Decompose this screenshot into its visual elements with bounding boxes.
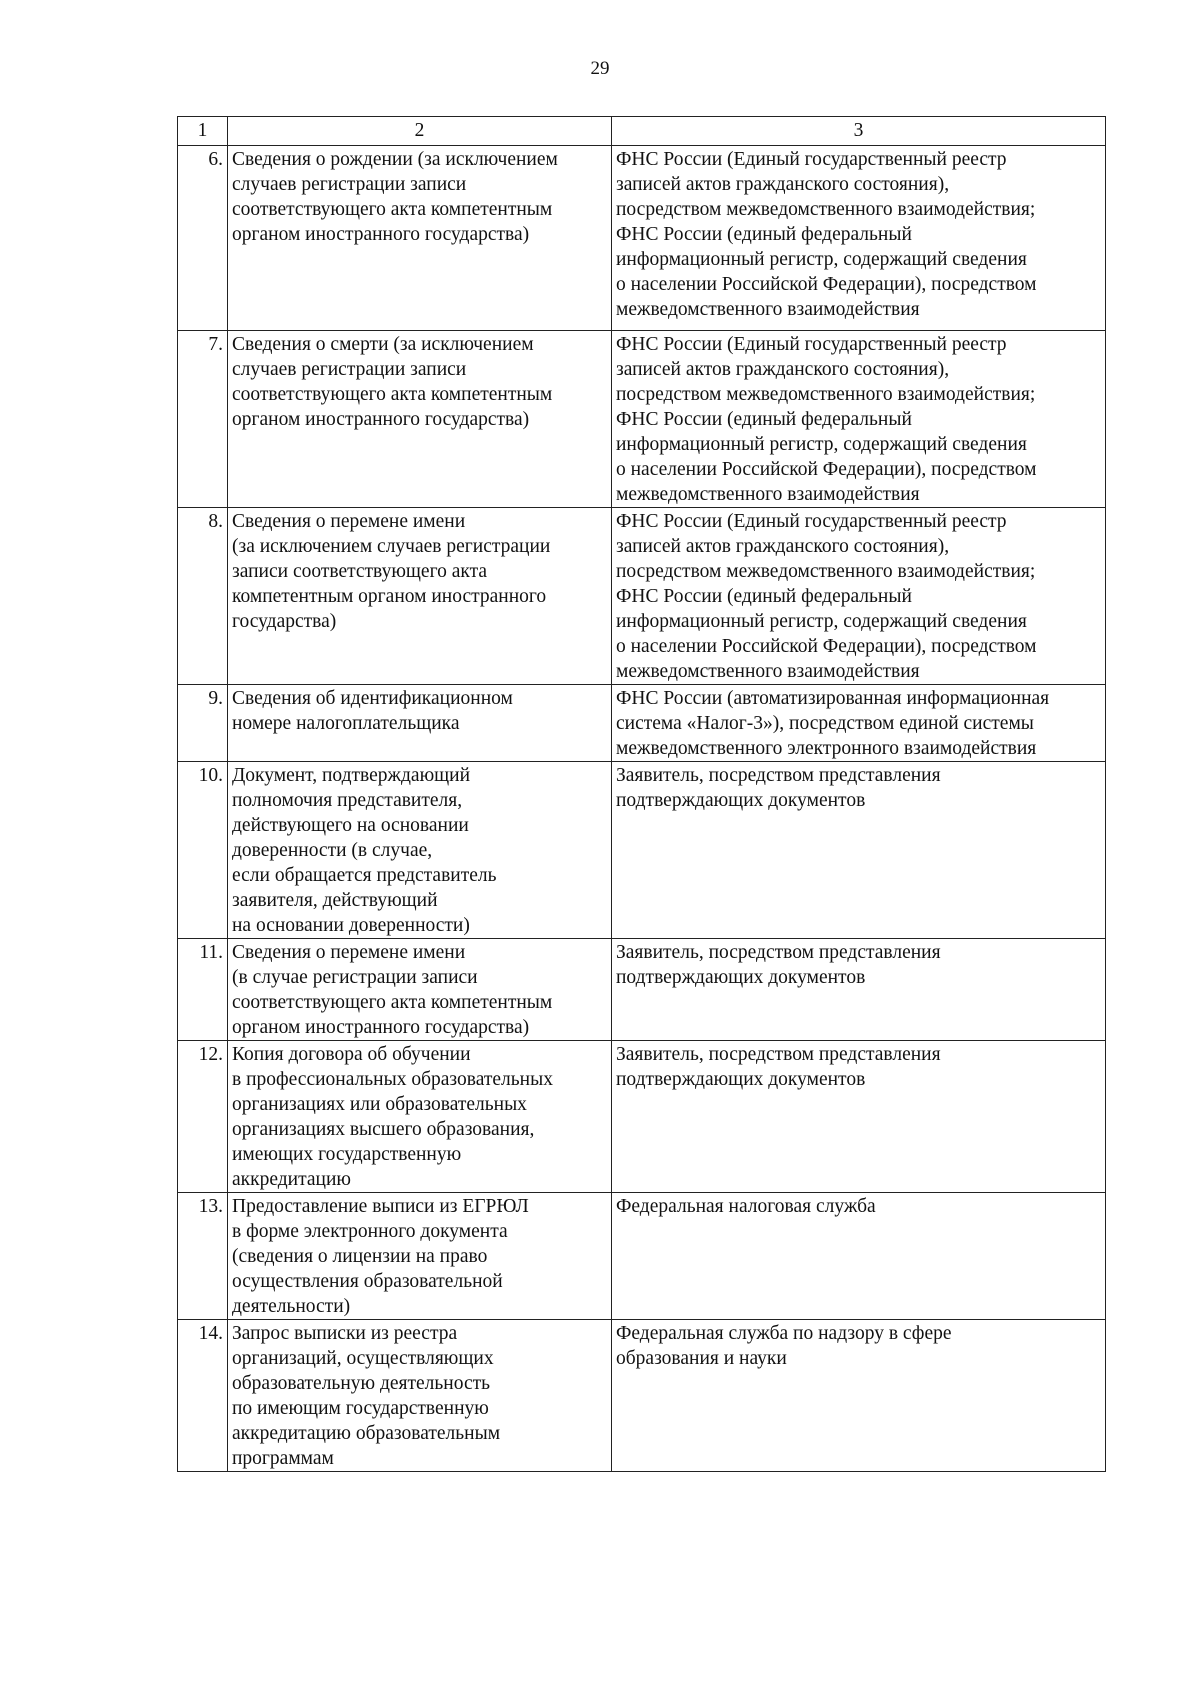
table-body (178, 146, 1106, 1472)
document-name-line: Сведения о перемене имени (232, 942, 466, 963)
document-name-line: случаев регистрации записи (232, 174, 467, 195)
document-name-line: (в случае регистрации записи (232, 967, 478, 988)
document-name-line: по имеющим государственную (232, 1398, 489, 1419)
source-cell (612, 1193, 1106, 1320)
document-name-cell (228, 146, 612, 331)
source-line: Федеральная налоговая служба (616, 1196, 876, 1217)
row-number: 8. (178, 508, 228, 685)
document-name-cell (228, 685, 612, 762)
document-name-line: (сведения о лицензии на право (232, 1246, 488, 1267)
source-cell (612, 146, 1106, 331)
source-line: ФНС России (Единый государственный реестр (616, 149, 1007, 170)
document-name-line: если обращается представитель (232, 865, 497, 886)
document-name-line: имеющих государственную (232, 1144, 462, 1165)
table-row (178, 1041, 1106, 1193)
source-line: межведомственного взаимодействия (616, 299, 920, 320)
document-name-line: Копия договора об обучении (232, 1044, 471, 1065)
source-line: Заявитель, посредством представления (616, 1044, 941, 1065)
document-name-line: действующего на основании (232, 815, 469, 836)
source-line: Федеральная служба по надзору в сфере (616, 1323, 952, 1344)
document-name-line: аккредитацию (232, 1169, 351, 1190)
source-line: ФНС России (Единый государственный реестр (616, 511, 1007, 532)
source-line: подтверждающих документов (616, 1069, 866, 1090)
document-name-line: Документ, подтверждающий (232, 765, 471, 786)
document-name-line: Предоставление выписи из ЕГРЮЛ (232, 1196, 529, 1217)
document-name-line: соответствующего акта компетентным (232, 992, 553, 1013)
source-line: подтверждающих документов (616, 790, 866, 811)
document-name-cell (228, 1193, 612, 1320)
source-line: информационный регистр, содержащий сведения (616, 611, 1027, 632)
source-line: образования и науки (616, 1348, 787, 1369)
document-name-cell (228, 508, 612, 685)
row-number: 10. (178, 762, 228, 939)
services-table (177, 116, 1106, 1472)
document-name-line: Сведения об идентификационном (232, 688, 513, 709)
source-line: межведомственного взаимодействия (616, 661, 920, 682)
document-name-line: соответствующего акта компетентным (232, 384, 553, 405)
document-name-cell (228, 939, 612, 1041)
source-line: ФНС России (автоматизированная информационная (616, 688, 1050, 709)
document-name-cell (228, 331, 612, 508)
document-name-line: компетентным органом иностранного (232, 586, 547, 607)
header-row (178, 117, 1106, 146)
source-cell (612, 508, 1106, 685)
document-name-line: организациях или образовательных (232, 1094, 527, 1115)
row-number: 7. (178, 331, 228, 508)
source-line: подтверждающих документов (616, 967, 866, 988)
source-line: записей актов гражданского состояния), (616, 359, 950, 380)
header-col-3: 3 (612, 117, 1106, 146)
document-name-line: органом иностранного государства) (232, 224, 530, 245)
document-name-line: записи соответствующего акта (232, 561, 487, 582)
source-line: информационный регистр, содержащий сведения (616, 434, 1027, 455)
source-line: Заявитель, посредством представления (616, 765, 941, 786)
table-row (178, 508, 1106, 685)
document-name-line: осуществления образовательной (232, 1271, 503, 1292)
row-number: 13. (178, 1193, 228, 1320)
source-line: записей актов гражданского состояния), (616, 174, 950, 195)
row-number: 9. (178, 685, 228, 762)
document-name-line: случаев регистрации записи (232, 359, 467, 380)
document-name-line: (за исключением случаев регистрации (232, 536, 551, 557)
table-row (178, 685, 1106, 762)
source-line: записей актов гражданского состояния), (616, 536, 950, 557)
table-header (178, 117, 1106, 146)
document-name-line: органом иностранного государства) (232, 1017, 530, 1038)
source-line: Заявитель, посредством представления (616, 942, 941, 963)
table-row (178, 762, 1106, 939)
header-col-1: 1 (178, 117, 228, 146)
table-row (178, 939, 1106, 1041)
source-line: о населении Российской Федерации), посредством (616, 274, 1037, 295)
source-line: о населении Российской Федерации), посредством (616, 636, 1037, 657)
row-number: 6. (178, 146, 228, 331)
source-line: ФНС России (Единый государственный реестр (616, 334, 1007, 355)
document-name-line: Сведения о смерти (за исключением (232, 334, 534, 355)
document-name-line: Сведения о рождении (за исключением (232, 149, 558, 170)
source-line: посредством межведомственного взаимодействия; (616, 199, 1036, 220)
source-line: посредством межведомственного взаимодействия; (616, 561, 1036, 582)
document-name-line: образовательную деятельность (232, 1373, 491, 1394)
source-line: ФНС России (единый федеральный (616, 224, 912, 245)
source-line: о населении Российской Федерации), посредством (616, 459, 1037, 480)
document-name-line: программам (232, 1448, 334, 1469)
source-cell (612, 939, 1106, 1041)
document-name-line: Запрос выписки из реестра (232, 1323, 458, 1344)
row-number: 12. (178, 1041, 228, 1193)
source-cell (612, 762, 1106, 939)
source-cell (612, 685, 1106, 762)
source-cell (612, 1320, 1106, 1472)
source-line: ФНС России (единый федеральный (616, 586, 912, 607)
document-name-line: государства) (232, 611, 337, 632)
source-line: посредством межведомственного взаимодействия; (616, 384, 1036, 405)
source-cell (612, 1041, 1106, 1193)
document-name-line: соответствующего акта компетентным (232, 199, 553, 220)
table-row (178, 146, 1106, 331)
document-name-line: органом иностранного государства) (232, 409, 530, 430)
document-name-line: в профессиональных образовательных (232, 1069, 553, 1090)
document-name-line: заявителя, действующий (232, 890, 438, 911)
document-name-line: деятельности) (232, 1296, 351, 1317)
table-row (178, 1320, 1106, 1472)
source-line: система «Налог-3»), посредством единой системы (616, 713, 1034, 734)
document-name-line: полномочия представителя, (232, 790, 463, 811)
document-name-cell (228, 1320, 612, 1472)
document-name-line: доверенности (в случае, (232, 840, 433, 861)
document-name-line: организациях высшего образования, (232, 1119, 535, 1140)
source-line: ФНС России (единый федеральный (616, 409, 912, 430)
document-name-line: Сведения о перемене имени (232, 511, 466, 532)
source-line: межведомственного электронного взаимодействия (616, 738, 1037, 759)
source-line: информационный регистр, содержащий сведения (616, 249, 1027, 270)
source-line: межведомственного взаимодействия (616, 484, 920, 505)
document-name-line: аккредитацию образовательным (232, 1423, 501, 1444)
table-row (178, 331, 1106, 508)
source-cell (612, 331, 1106, 508)
row-number: 14. (178, 1320, 228, 1472)
header-col-2: 2 (228, 117, 612, 146)
document-name-line: номере налогоплательщика (232, 713, 460, 734)
table-row (178, 1193, 1106, 1320)
document-name-line: на основании доверенности) (232, 915, 470, 936)
document-name-cell (228, 762, 612, 939)
document-name-cell (228, 1041, 612, 1193)
page-number: 29 (590, 58, 610, 79)
document-name-line: организаций, осуществляющих (232, 1348, 494, 1369)
row-number: 11. (178, 939, 228, 1041)
document-name-line: в форме электронного документа (232, 1221, 508, 1242)
